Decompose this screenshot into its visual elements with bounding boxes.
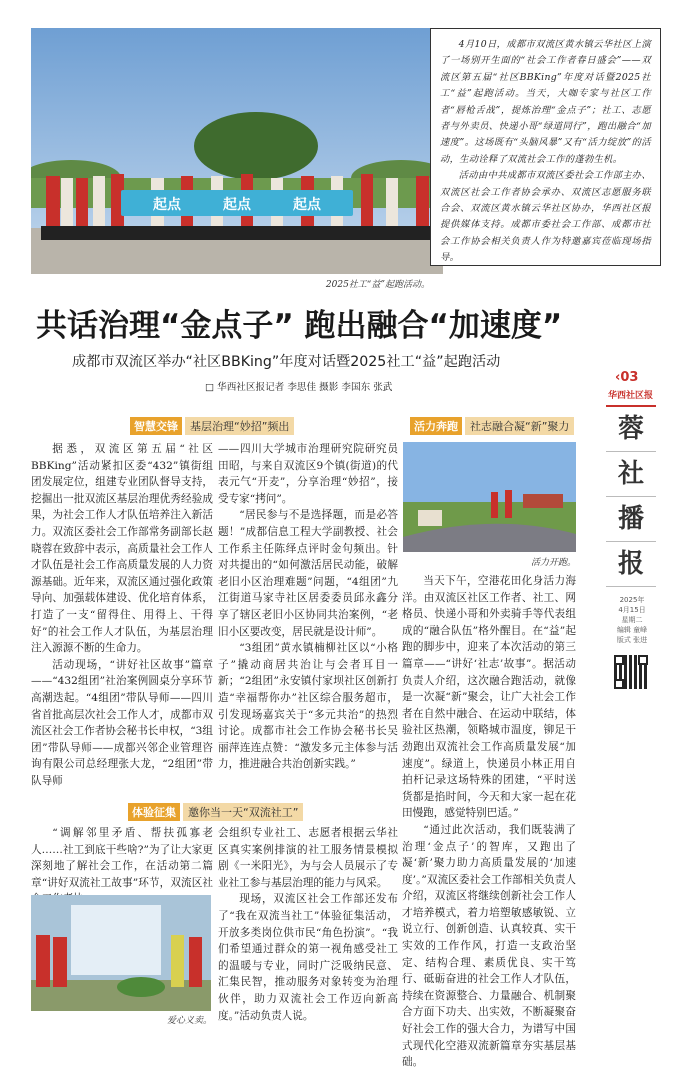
top-photo-caption: 2025社工“益”起跑活动。 (325, 280, 430, 290)
column-char-1: 蓉 (606, 407, 656, 452)
section3-column2 (218, 825, 398, 1024)
date-info (608, 595, 656, 645)
section3-col1-text: “调解邻里矛盾、帮扶孤寡老人……社工到底干些啥?”为了让大家更深刻地了解社会工作，在活动第二篇章“讲好双流社工故事”环节，双流区社 (31, 827, 213, 889)
page-number (615, 370, 638, 385)
subheadline: 成都市双流区举办“社区BBKing”年度对话暨2025社工“益”起跑活动 (72, 354, 501, 370)
section1-tag: 智慧交锋 (130, 417, 182, 435)
top-photo (31, 28, 443, 274)
headline: 共话治理“金点子” 跑出融合“加速度” (36, 308, 563, 344)
section2-subtitle: 社志融合凝“新”聚力 (465, 417, 574, 435)
section1-col2-paragraph-1: ——四川大学城市治理研究院研究员田昭，与来自双流区9个镇(街道)的代表元气“开麦”，分享治理“妙招”，接受专家“拷问”。 (218, 443, 398, 505)
section2-paragraph-1: 当天下午，空港花田化身活力海洋。由双流区社区工作者、社工、网格员、快递小哥和外卖骑手等代表组成的“融合队伍”格外醒目。在“益”起跑的脚步中，迎来了本次活动的第三篇章——“讲好‘社志’故事”。据活动负责人介绍，这次融合跑活动，就像是一次凝“新”聚会，让广大社会工作者在自然中融合、在运动中联结，体验社区热潮，领略城市温度，铆足干劲跑出双流社会工作高质量发展“加速度”。绿道上，快递员小林正用自拍杆记录这场特殊的团建，“平时送货都是掐时间，今天和大家一起在花田慢跑，感觉特别巴适。” (402, 575, 576, 820)
date-year: 2025年 (619, 596, 645, 604)
intro-paragraph-2: 活动由中共成都市双流区委社会工作部主办、双流区社会工作者协会承办、双流区志愿服务联合会、双流区黄水镇云华社区协办，华西社区报提供媒体支持。成都市委社会工作部、成都市社会工作协会相关负责人作为特邀嘉宾莅临现场指导。 (440, 170, 651, 264)
date-weekday: 星期二 (621, 616, 643, 624)
section3-header (128, 803, 303, 821)
intro-box (430, 28, 661, 266)
section2-tag: 活力奔跑 (410, 417, 462, 435)
section3-col2-paragraph-1: 会组织专业社工、志愿者根据云华社区真实案例排演的社工服务情景模拟剧《一米阳光》，为与会人员展示了专业社工参与基层治理的能力与风采。 (218, 827, 398, 889)
running-photo-illustration (403, 442, 576, 552)
paper-name: 华西社区报 (608, 391, 654, 401)
section1-col2-paragraph-3: “3组团”黄水镇楠柳社区以“小格子”撬动商居共治让与会者耳目一新；“2组团”永安镇付家坝社区创新打造“幸福帮你办”社区综合服务超市，引发现场嘉宾关于“多元共治”的热烈讨论。成都市社会工作协会秘书长吴丽萍连连点赞：“激发多元主体参与活力，推进融合共治创新实践。” (218, 642, 398, 771)
running-photo-caption: 活力开跑。 (530, 558, 576, 568)
charity-photo-illustration (31, 895, 211, 1011)
column-title (606, 405, 656, 587)
section1-subtitle: 基层治理“妙招”频出 (185, 417, 294, 435)
column-char-3: 播 (606, 497, 656, 542)
section3-tag: 体验征集 (128, 803, 180, 821)
column-char-2: 社 (606, 452, 656, 497)
byline: □ 华西社区报记者 李思佳 摄影 李国东 张武 (205, 382, 393, 393)
section3-col2-paragraph-2: 现场，双流区社会工作部还发布了“我在双流当社工”体验征集活动，开放多类岗位供市民“角色扮演”。“我们希望通过群众的第一视角感受社工的温暖与专业，同时广泛吸纳民意、汇集民智，推动服务对象转变为治理伙伴，助力双流社会工作迈向新高度。”活动负责人说。 (218, 893, 398, 1022)
section1-column2 (218, 441, 398, 773)
layout-editor: 版式 张进 (616, 636, 648, 644)
charity-photo-caption: 爱心义卖。 (166, 1016, 212, 1026)
section1-column1 (31, 441, 213, 789)
section1-col2-paragraph-2: “居民参与不是选择题，而是必答题！”成都信息工程大学副教授、社会工作系主任陈绎点评时金句频出。针对共提出的“如何激活居民动能，破解老旧小区治理难题”问题，“4组团”九江街道马家寺社区居委委员邱永鑫分享了辖区老旧小区协同共治案例，“老旧小区要改变，居民就是设计师”。 (218, 509, 398, 638)
intro-paragraph-1: 4月10日，成都市双流区黄水镇云华社区上演了一场别开生面的“社会工作者春日盛会”——双流区第五届“社区BBKing”年度对话暨2025社工“益”起跑活动。当天，大咖专家与社区工作者“唇枪舌战”，提炼治理“金点子”；社工、志愿者与外卖员、快递小哥“绿道同行”，跑出融合“加速度”。这场既有“头脑风暴”又有“活力绽放”的活动，生动诠释了双流社会工作的蓬勃生机。 (440, 39, 651, 165)
qr-code (614, 655, 648, 689)
chevron-left-icon: ‹ (615, 370, 621, 385)
editor: 编辑 童峰 (616, 626, 648, 634)
section2-paragraph-2: “通过此次活动，我们既装满了治理‘金点子’的智库，又跑出了凝‘新’聚力助力高质量发展的‘加速度’。”双流区委社会工作部相关负责人介绍，双流区将继续创新社会工作人才培养模式，着力培塑敏感敏锐、立说立行、创新创造、认真较真、实干实效的工作作风，打造一支政治坚定、结构合理、素质优良、实干笃行、砥砺奋进的社会工作人才队伍，持续在资源整合、力量融合、机制聚合方面下功夫、出实效，不断凝聚奋好社会工作的强大合力，为谱写中国式现代化空港双流新篇章夯实基层基础。 (402, 823, 576, 1069)
banner-text: 起点 起点 起点 (153, 197, 321, 213)
section1-col1-paragraph-1: 据悉，双流区第五届“社区BBKing”活动紧扣区委“432”镇街组团发展定位，组建专业团队督导支持，挖掘出一批双流区基层治理优秀经验成果，为社会工作人才队伍培养注入新活力。双流区委社会工作部常务副部长赵晓蓉在致辞中表示，高质量社会工作人才队伍是社会工作高质量发展的人力资源基础。近年来，双流区通过强化政策导向、加强载体建设、优化培育体系，打造了一支“留得住、用得上、干得好”的社会工作人才队伍，为基层治理注入源源不断的生命力。 (31, 443, 213, 655)
page-number-text: 03 (620, 370, 639, 385)
section1-col1-paragraph-2: 活动现场，“讲好社区故事”篇章——“432组团”社治案例圆桌分享环节高潮迭起。“4组团”带队导师——四川省首批高层次社会工作人才，成都市双流区社会工作者协会秘书长申权，“3组团”带队导师——成都兴邻企业管理咨询有限公司总经理张大龙，“2组团”带队导师 (31, 658, 213, 787)
section2-header (410, 417, 574, 435)
group-photo-illustration (31, 28, 443, 274)
section1-header (130, 417, 294, 435)
running-photo (403, 442, 576, 552)
section3-subtitle: 邀你当一天“双流社工” (183, 803, 303, 821)
charity-sale-photo (31, 895, 211, 1011)
column-char-4: 报 (606, 542, 656, 587)
section2-text (402, 573, 576, 1071)
date-day: 4月15日 (618, 606, 646, 614)
